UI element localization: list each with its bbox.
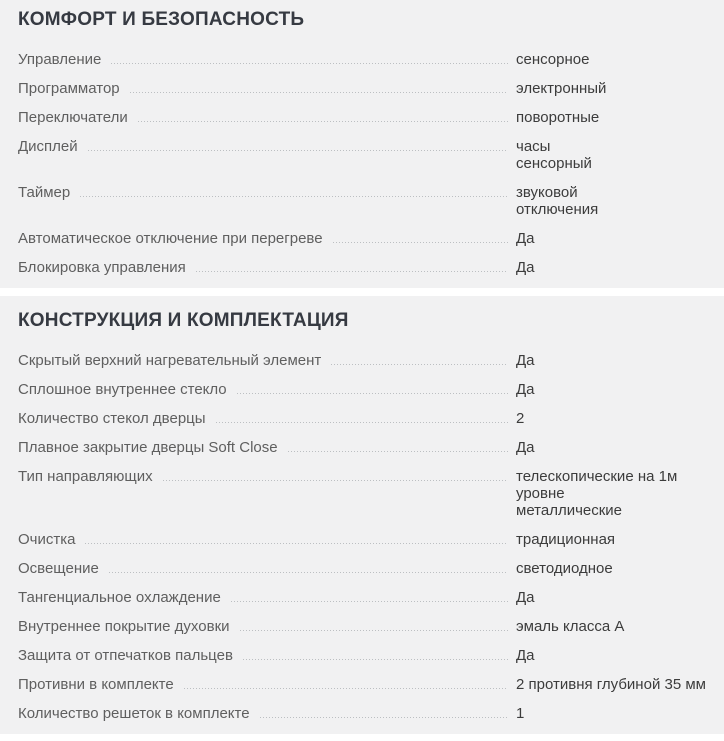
dotted-leader (80, 184, 508, 201)
dotted-leader (288, 439, 508, 456)
spec-label: Освещение (18, 560, 99, 577)
spec-section (0, 0, 724, 288)
spec-value-line: традиционная (516, 531, 616, 548)
spec-value (516, 352, 714, 369)
spec-row (18, 705, 714, 722)
spec-value-line: Да (516, 352, 535, 369)
spec-value (516, 618, 714, 635)
spec-value-line: эмаль класса А (516, 618, 625, 635)
spec-row (18, 676, 714, 693)
spec-value-line: звуковой (516, 184, 578, 201)
spec-row (18, 410, 714, 427)
dotted-leader (196, 259, 508, 276)
spec-value (516, 259, 714, 276)
dotted-leader (333, 230, 508, 247)
spec-value-line: сенсорный (516, 155, 592, 172)
spec-section (0, 296, 724, 734)
dotted-leader (130, 80, 508, 97)
spec-label: Дисплей (18, 138, 78, 155)
spec-label: Противни в комплекте (18, 676, 174, 693)
spec-value-line: светодиодное (516, 560, 613, 577)
spec-value (516, 230, 714, 247)
section-title: КОНСТРУКЦИЯ И КОМПЛЕКТАЦИЯ (18, 310, 349, 331)
dotted-leader (184, 676, 508, 693)
section-title: КОМФОРТ И БЕЗОПАСНОСТЬ (18, 9, 305, 30)
dotted-leader (88, 138, 508, 155)
spec-value-line: Да (516, 381, 535, 398)
spec-row (18, 468, 714, 519)
dotted-leader (243, 647, 508, 664)
spec-row (18, 109, 714, 126)
spec-row (18, 647, 714, 664)
spec-row (18, 531, 714, 548)
spec-row (18, 184, 714, 218)
spec-value (516, 51, 714, 68)
spec-value-line: телескопические на 1м уровне (516, 468, 678, 502)
spec-label: Блокировка управления (18, 259, 186, 276)
spec-value (516, 138, 714, 172)
spec-value (516, 410, 714, 427)
spec-value-line: Да (516, 589, 535, 606)
spec-value-line: отключения (516, 201, 599, 218)
spec-value-line: поворотные (516, 109, 600, 126)
spec-row (18, 138, 714, 172)
spec-value-line: Да (516, 230, 535, 247)
spec-value-line: часы (516, 138, 551, 155)
dotted-leader (138, 109, 508, 126)
spec-value (516, 468, 714, 519)
spec-value-line: 2 (516, 410, 525, 427)
spec-label: Сплошное внутреннее стекло (18, 381, 227, 398)
spec-value (516, 531, 714, 548)
spec-row (18, 51, 714, 68)
dotted-leader (216, 410, 508, 427)
spec-row (18, 589, 714, 606)
spec-value (516, 705, 714, 722)
spec-value (516, 109, 714, 126)
dotted-leader (109, 560, 508, 577)
spec-row (18, 230, 714, 247)
spec-label: Переключатели (18, 109, 128, 126)
dotted-leader (331, 352, 508, 369)
spec-label: Скрытый верхний нагревательный элемент (18, 352, 322, 369)
spec-label: Тип направляющих (18, 468, 153, 485)
spec-value (516, 80, 714, 97)
spec-label: Автоматическое отключение при перегреве (18, 230, 323, 247)
spec-row (18, 259, 714, 276)
spec-label: Очистка (18, 531, 76, 548)
spec-row (18, 381, 714, 398)
spec-label: Таймер (18, 184, 71, 201)
dotted-leader (260, 705, 508, 722)
spec-value-line: электронный (516, 80, 607, 97)
spec-value (516, 676, 714, 693)
spec-label: Количество стекол дверцы (18, 410, 206, 427)
spec-value-line: 2 противня глубиной 35 мм (516, 676, 706, 693)
dotted-leader (163, 468, 508, 485)
spec-label: Программатор (18, 80, 120, 97)
spec-value (516, 560, 714, 577)
spec-label: Внутреннее покрытие духовки (18, 618, 230, 635)
dotted-leader (111, 51, 508, 68)
spec-value-line: металлические (516, 502, 623, 519)
spec-row (18, 352, 714, 369)
dotted-leader (85, 531, 508, 548)
spec-value (516, 184, 714, 218)
spec-value-line: Да (516, 259, 535, 276)
spec-value-line: Да (516, 439, 535, 456)
spec-label: Защита от отпечатков пальцев (18, 647, 233, 664)
dotted-leader (231, 589, 508, 606)
spec-label: Управление (18, 51, 102, 68)
spec-value-line: Да (516, 647, 535, 664)
dotted-leader (240, 618, 508, 635)
spec-value-line: сенсорное (516, 51, 590, 68)
dotted-leader (237, 381, 508, 398)
spec-value (516, 381, 714, 398)
spec-row (18, 439, 714, 456)
spec-value-line: 1 (516, 705, 525, 722)
spec-row (18, 80, 714, 97)
spec-row (18, 560, 714, 577)
spec-value (516, 589, 714, 606)
spec-label: Тангенциальное охлаждение (18, 589, 221, 606)
spec-row (18, 618, 714, 635)
spec-value (516, 647, 714, 664)
spec-label: Количество решеток в комплекте (18, 705, 250, 722)
spec-label: Плавное закрытие дверцы Soft Close (18, 439, 278, 456)
spec-value (516, 439, 714, 456)
